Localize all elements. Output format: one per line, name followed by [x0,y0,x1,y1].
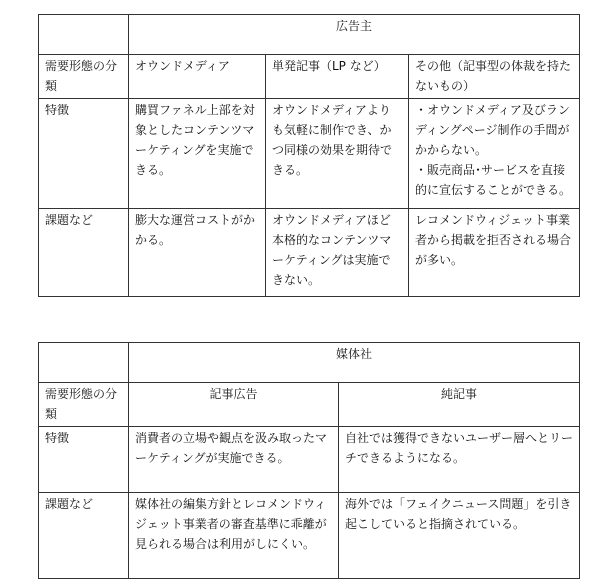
row-label: 特徴 [39,427,129,493]
row-label-header: 需要形態の分類 [39,383,129,427]
empty-corner-cell [39,343,129,383]
group-header: 媒体社 [129,343,580,383]
table-cell: オウンドメディアよりも気軽に制作でき、かつ同様の効果を期待できる。 [266,99,409,209]
column-header: オウンドメディア [129,55,266,99]
column-header: その他（記事型の体裁を持たないもの） [409,55,580,99]
table-cell: 媒体社の編集方針とレコメンドウィジェット事業者の審査基準に乖離が見られる場合は利用がしにくい。 [129,493,339,579]
row-label: 特徴 [39,99,129,209]
table-cell: 自社では獲得できないユーザー層へとリーチできるようになる。 [339,427,580,493]
table-cell: オウンドメディアほど本格的なコンテンツマーケティングは実施できない。 [266,209,409,297]
table-cell: 消費者の立場や観点を汲み取ったマーケティングが実施できる。 [129,427,339,493]
table-cell: 膨大な運営コストがかかる。 [129,209,266,297]
group-header: 広告主 [129,15,580,55]
table-cell: レコメンドウィジェット事業者から掲載を拒否される場合が多い。 [409,209,580,297]
advertiser-demand-table [38,14,580,297]
publisher-demand-table [38,342,580,579]
column-header: 単発記事（LP など） [266,55,409,99]
table-cell: 海外では「フェイクニュース問題」を引き起こしていると指摘されている。 [339,493,580,579]
table-cell: ・オウンドメディア及びランディングページ制作の手間がかからない。 ・販売商品･サービスを直接的に宣伝することができる。 [409,99,580,209]
column-header: 記事広告 [129,383,339,427]
row-label: 課題など [39,493,129,579]
empty-corner-cell [39,15,129,55]
row-label: 課題など [39,209,129,297]
table-cell: 購買ファネル上部を対象としたコンテンツマーケティングを実施できる。 [129,99,266,209]
row-label-header: 需要形態の分類 [39,55,129,99]
column-header: 純記事 [339,383,580,427]
